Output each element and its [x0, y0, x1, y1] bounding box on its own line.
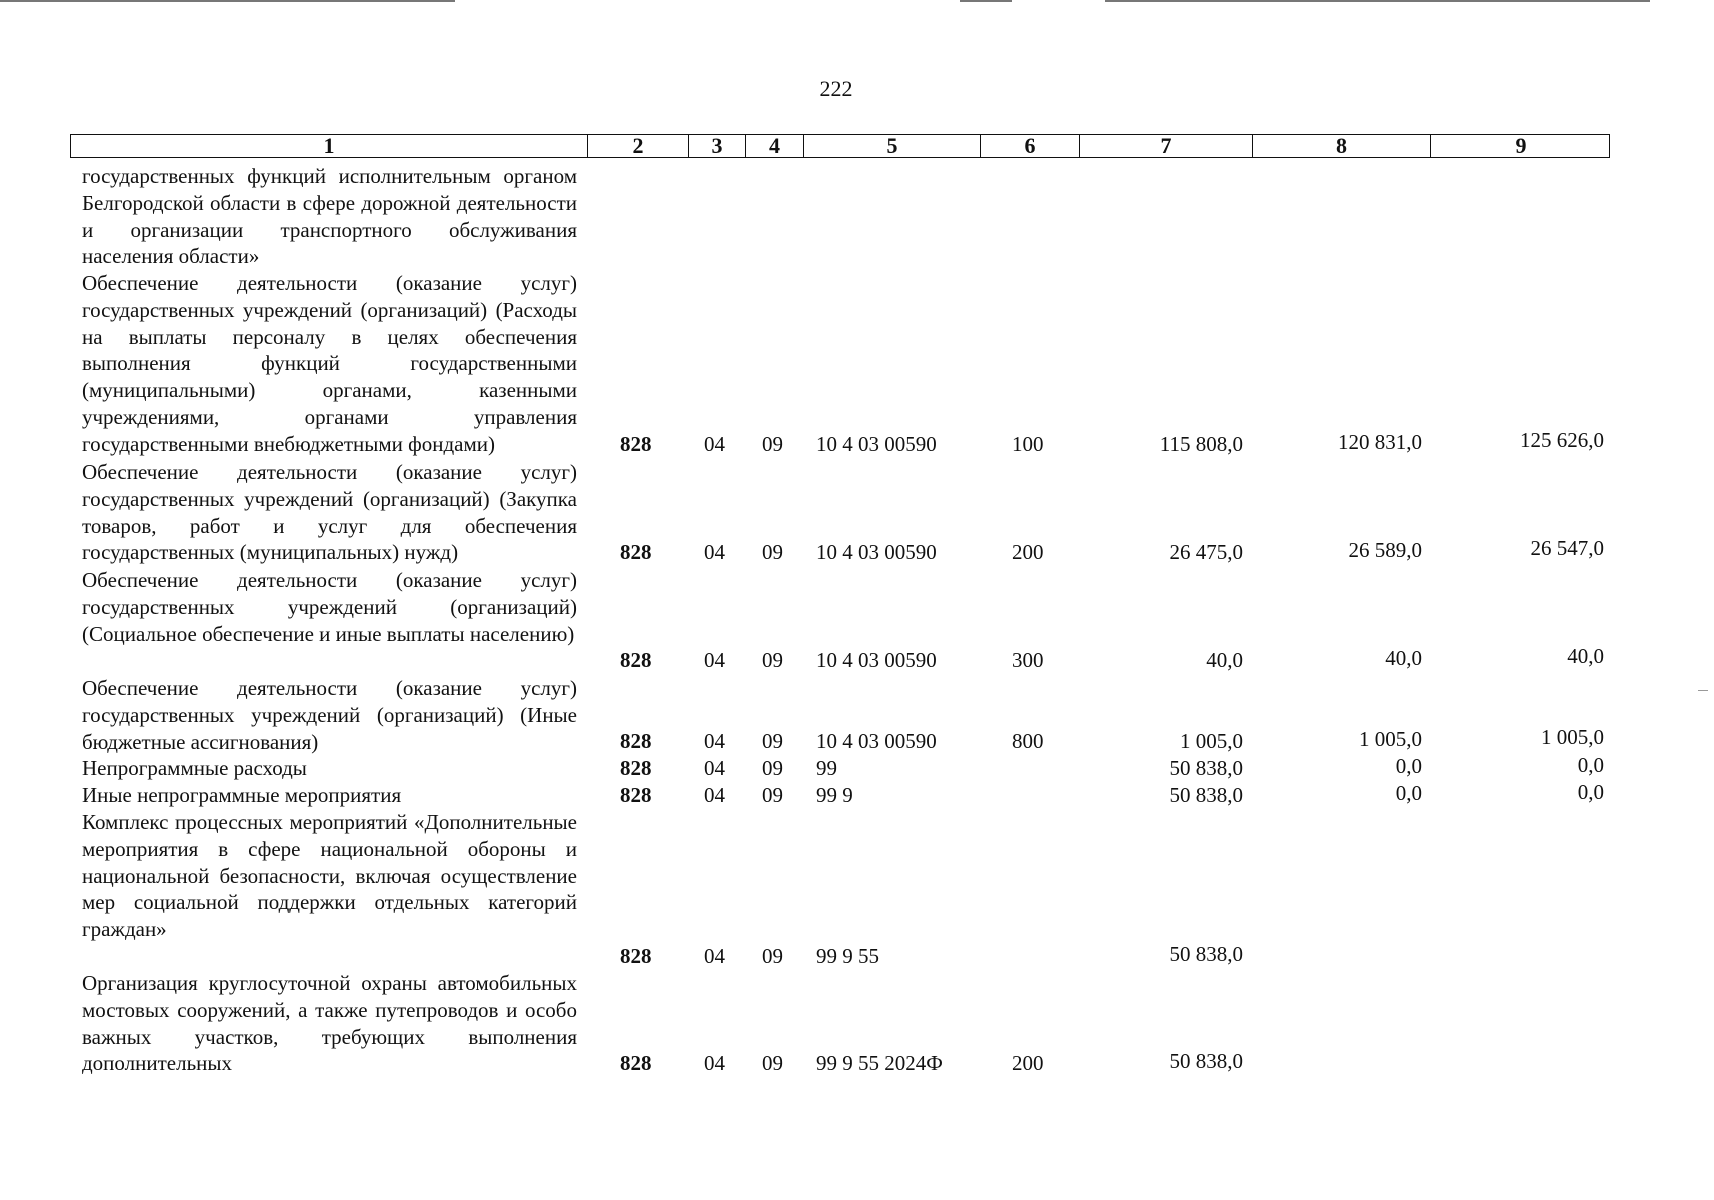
header-col-6: 6 — [981, 135, 1080, 157]
cell-year2: 0,0 — [1395, 781, 1422, 805]
cell-gr: 828 — [620, 540, 652, 564]
cell-csr: 99 9 55 — [816, 944, 879, 968]
cell-year3: 0,0 — [1577, 780, 1604, 804]
header-col-1: 1 — [71, 135, 588, 157]
cell-csr: 10 4 03 00590 — [816, 432, 937, 456]
scan-edge-right — [1105, 0, 1650, 2]
header-col-8: 8 — [1253, 135, 1431, 157]
row-description: Обеспечение деятельности (оказание услуг) государственных учреждений (организаций) (Иные бюджетные ассигнования) — [82, 676, 577, 754]
row-description: государственных функций исполнительным органом Белгородской области в сфере дорожной деятельности и организации транспортного обслуживания населения области» — [82, 164, 577, 269]
page-number: 222 — [819, 76, 853, 101]
cell-rz: 04 — [704, 540, 725, 564]
cell-vr: 800 — [1012, 729, 1044, 753]
cell-year1: 1 005,0 — [1180, 729, 1243, 753]
cell-vr: 300 — [1012, 648, 1044, 672]
cell-year2: 120 831,0 — [1338, 430, 1422, 454]
cell-year3: 26 547,0 — [1530, 536, 1604, 560]
row-description: Иные непрограммные мероприятия — [82, 783, 402, 807]
cell-rz: 04 — [704, 756, 725, 780]
cell-gr: 828 — [620, 432, 652, 456]
header-col-2: 2 — [588, 135, 689, 157]
header-col-4: 4 — [746, 135, 804, 157]
cell-year1: 40,0 — [1206, 648, 1243, 672]
cell-year2: 26 589,0 — [1348, 538, 1422, 562]
cell-pr: 09 — [762, 944, 783, 968]
header-col-7: 7 — [1080, 135, 1253, 157]
cell-pr: 09 — [762, 756, 783, 780]
cell-csr: 99 9 — [816, 783, 853, 807]
cell-gr: 828 — [620, 1051, 652, 1075]
cell-rz: 04 — [704, 729, 725, 753]
cell-gr: 828 — [620, 783, 652, 807]
cell-year3: 1 005,0 — [1541, 725, 1604, 749]
cell-year3: 40,0 — [1567, 644, 1604, 668]
cell-year2: 40,0 — [1385, 646, 1422, 670]
table-header — [70, 134, 1610, 158]
cell-year2: 1 005,0 — [1359, 727, 1422, 751]
cell-year3: 125 626,0 — [1520, 428, 1604, 452]
cell-year1: 50 838,0 — [1169, 1049, 1243, 1073]
cell-csr: 99 — [816, 756, 837, 780]
cell-rz: 04 — [704, 944, 725, 968]
cell-pr: 09 — [762, 783, 783, 807]
cell-pr: 09 — [762, 540, 783, 564]
cell-gr: 828 — [620, 756, 652, 780]
header-col-5: 5 — [804, 135, 981, 157]
scan-edge-left — [0, 0, 455, 2]
row-description: Организация круглосуточной охраны автомобильных мостовых сооружений, а также путепроводов и особо важных участков, требующих выполнения дополнительных — [82, 971, 577, 1076]
cell-year1: 50 838,0 — [1169, 942, 1243, 966]
cell-year3: 0,0 — [1577, 753, 1604, 777]
cell-year1: 26 475,0 — [1169, 540, 1243, 564]
header-col-3: 3 — [689, 135, 746, 157]
cell-csr: 10 4 03 00590 — [816, 540, 937, 564]
cell-rz: 04 — [704, 1051, 725, 1075]
row-description: Непрограммные расходы — [82, 756, 307, 780]
cell-year1: 115 808,0 — [1159, 432, 1243, 456]
cell-csr: 10 4 03 00590 — [816, 729, 937, 753]
cell-year2: 0,0 — [1395, 754, 1422, 778]
scan-margin-mark — [1698, 690, 1708, 691]
row-description: Обеспечение деятельности (оказание услуг) государственных учреждений (организаций) (Закупка товаров, работ и услуг для обеспечения государственных (муниципальных) нужд) — [82, 460, 577, 565]
scan-edge-middle — [960, 0, 1012, 2]
row-description: Обеспечение деятельности (оказание услуг) государственных учреждений (организаций) (Социальное обеспечение и иные выплаты населению) — [82, 568, 577, 646]
row-description: Комплекс процессных мероприятий «Дополнительные мероприятия в сфере национальной обороны и национальной безопасности, включая осуществление мер социальной поддержки отдельных категорий граждан» — [82, 810, 577, 942]
cell-year1: 50 838,0 — [1169, 756, 1243, 780]
cell-gr: 828 — [620, 944, 652, 968]
cell-vr: 100 — [1012, 432, 1044, 456]
header-col-9: 9 — [1515, 133, 1527, 158]
cell-pr: 09 — [762, 648, 783, 672]
cell-year1: 50 838,0 — [1169, 783, 1243, 807]
row-description: Обеспечение деятельности (оказание услуг) государственных учреждений (организаций) (Расходы на выплаты персоналу в целях обеспечения выполнения функций государственными (муниципальными) органами, казенными учреждениями, органами управления государственными внебюджетными фондами) — [82, 271, 577, 456]
cell-gr: 828 — [620, 648, 652, 672]
cell-rz: 04 — [704, 432, 725, 456]
cell-rz: 04 — [704, 783, 725, 807]
cell-rz: 04 — [704, 648, 725, 672]
cell-pr: 09 — [762, 1051, 783, 1075]
cell-pr: 09 — [762, 729, 783, 753]
cell-vr: 200 — [1012, 1051, 1044, 1075]
cell-gr: 828 — [620, 729, 652, 753]
cell-csr: 10 4 03 00590 — [816, 648, 937, 672]
cell-csr: 99 9 55 2024Ф — [816, 1051, 943, 1075]
cell-vr: 200 — [1012, 540, 1044, 564]
cell-pr: 09 — [762, 432, 783, 456]
